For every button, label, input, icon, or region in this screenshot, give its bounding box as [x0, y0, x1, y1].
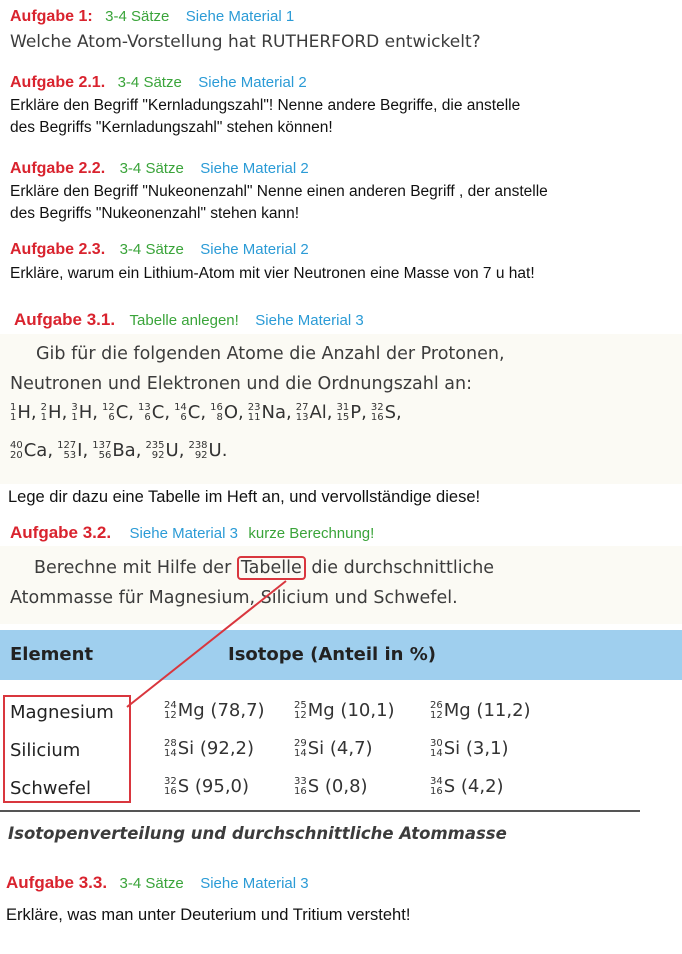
mass-number: 1 [10, 402, 17, 413]
isotope-share: (11,2) [470, 700, 531, 721]
isotope-share: (92,2) [194, 738, 255, 759]
nuclide: 27 13 Al, [295, 402, 333, 423]
element-symbol: U [208, 440, 222, 461]
atomic-number: 6 [108, 412, 115, 423]
element-symbol: Si [177, 738, 195, 759]
task-material: Siehe Material 3 [200, 875, 309, 892]
table-element-name: Schwefel [10, 778, 91, 799]
table-element-name: Magnesium [10, 702, 114, 723]
element-symbol: S [384, 402, 397, 423]
task-2-3-line1: Erkläre, warum ein Lithium-Atom mit vier Neutronen eine Masse von 7 u hat! [10, 265, 535, 282]
atomic-number: 8 [216, 412, 223, 423]
task-material: Siehe Material 1 [185, 8, 295, 25]
atomic-number: 12 [294, 710, 307, 721]
mass-number: 31 [336, 402, 350, 413]
element-symbol: O [223, 402, 239, 423]
isotope-share: (0,8) [319, 776, 368, 797]
mass-number: 137 [92, 440, 112, 451]
tabelle-highlight: Tabelle [237, 556, 306, 580]
task-2-2-line2: des Begriffs "Nukeonenzahl" stehen kann! [10, 205, 300, 222]
element-symbol: I [77, 440, 83, 461]
element-symbol: U [165, 440, 179, 461]
atomic-number: 20 [10, 450, 23, 461]
task-3-3-header [6, 873, 309, 893]
task-note: 3-4 Sätze [117, 74, 182, 91]
book-text: Berechne mit Hilfe der [34, 558, 232, 578]
atomic-number: 1 [40, 412, 48, 423]
mass-number: 30 [430, 738, 443, 749]
mass-number: 24 [164, 700, 177, 711]
mass-number: 28 [164, 738, 177, 749]
element-symbol: Ca [23, 440, 48, 461]
atomic-number: 16 [164, 786, 177, 797]
mass-number: 16 [210, 402, 223, 413]
mass-number: 27 [295, 402, 309, 413]
mass-number: 26 [430, 700, 443, 711]
mass-number: 12 [101, 402, 115, 413]
atomic-number: 56 [98, 450, 112, 461]
nuclide: 1 1 H, [10, 402, 37, 423]
task-note: 3-4 Sätze [119, 241, 184, 258]
task-3-1-after: Lege dir dazu eine Tabelle im Heft an, und vervollständige diese! [8, 488, 481, 506]
element-symbol: H [78, 402, 93, 423]
nuclide: 127 53 I, [57, 440, 89, 461]
nuclide: 16 8 O, [210, 402, 244, 423]
mass-number: 23 [247, 402, 261, 413]
isotope-share: (78,7) [204, 700, 265, 721]
nuclide: 14 6 C, [174, 402, 207, 423]
atomic-number: 14 [430, 748, 443, 759]
mass-number: 34 [430, 776, 443, 787]
task-3-1-book-line2: Neutronen und Elektronen und die Ordnungszahl an: [10, 374, 472, 394]
nuclide: 238 92 U. [188, 440, 228, 461]
element-symbol: Na [261, 402, 286, 423]
element-symbol: P [350, 402, 362, 423]
atomic-number: 12 [430, 710, 443, 721]
element-symbol: H [17, 402, 31, 423]
task-note: kurze Berechnung! [248, 525, 375, 542]
atomic-number: 16 [370, 412, 384, 423]
mass-number: 13 [138, 402, 151, 413]
task-label: Aufgabe 2.2. [10, 160, 106, 177]
task-2-1-line1: Erkläre den Begriff "Kernladungszahl"! Nenne andere Begriffe, die anstelle [10, 97, 521, 114]
isotope-share: (4,7) [324, 738, 373, 759]
task-1-question: Welche Atom-Vorstellung hat RUTHERFORD entwickelt? [10, 32, 481, 52]
element-symbol: Si [443, 738, 461, 759]
atomic-number: 16 [294, 786, 307, 797]
element-symbol: C [115, 402, 129, 423]
task-material: Siehe Material 2 [198, 74, 307, 91]
element-symbol: C [187, 402, 201, 423]
mass-number: 235 [145, 440, 165, 451]
mass-number: 3 [71, 402, 78, 413]
nuclide: 31 15 P, [336, 402, 367, 423]
atomic-number: 14 [294, 748, 307, 759]
mass-number: 33 [294, 776, 307, 787]
element-symbol: Ba [112, 440, 136, 461]
isotope-share: (3,1) [460, 738, 509, 759]
atomic-number: 92 [194, 450, 208, 461]
nuclide: 13 6 C, [138, 402, 171, 423]
task-note: 3-4 Sätze [105, 8, 170, 25]
mass-number: 32 [164, 776, 177, 787]
task-label: Aufgabe 3.3. [6, 873, 108, 892]
nuclide: 40 20 Ca, [10, 440, 54, 461]
mass-number: 32 [370, 402, 384, 413]
atomic-number: 6 [144, 412, 151, 423]
element-symbol: S [307, 776, 320, 797]
element-symbol: H [48, 402, 62, 423]
mass-number: 2 [40, 402, 48, 413]
mass-number: 40 [10, 440, 23, 451]
task-3-1-book-line1: Gib für die folgenden Atome die Anzahl der Protonen, [36, 344, 505, 364]
element-symbol: Mg [443, 700, 471, 721]
mass-number: 29 [294, 738, 307, 749]
task-note: Tabelle anlegen! [129, 312, 239, 329]
element-symbol: Al [309, 402, 327, 423]
task-label: Aufgabe 1: [10, 8, 93, 25]
nuclide: 3 1 H, [71, 402, 98, 423]
element-symbol: Mg [307, 700, 335, 721]
atomic-number: 16 [430, 786, 443, 797]
table-col-element: Element [10, 644, 94, 665]
nuclide: 2 1 H, [40, 402, 68, 423]
task-note: 3-4 Sätze [119, 875, 184, 892]
element-symbol: Mg [177, 700, 205, 721]
book-text: die durchschnittliche [311, 558, 495, 578]
table-caption: Isotopenverteilung und durchschnittliche Atommasse [8, 824, 507, 843]
atomic-number: 11 [247, 412, 261, 423]
atomic-number: 1 [71, 412, 78, 423]
mass-number: 127 [57, 440, 77, 451]
element-symbol: Si [307, 738, 325, 759]
atomic-number: 14 [164, 748, 177, 759]
atomic-number: 15 [336, 412, 350, 423]
isotope-share: (10,1) [334, 700, 395, 721]
element-symbol: S [443, 776, 456, 797]
atomic-number: 53 [63, 450, 77, 461]
nuclide: 137 56 Ba, [92, 440, 142, 461]
atomic-number: 1 [10, 412, 17, 423]
element-symbol: S [177, 776, 190, 797]
atomic-number: 6 [180, 412, 187, 423]
mass-number: 238 [188, 440, 208, 451]
atomic-number: 13 [295, 412, 309, 423]
table-element-name: Silicium [10, 740, 81, 761]
element-symbol: C [151, 402, 165, 423]
atomic-number: 92 [151, 450, 165, 461]
task-material: Siehe Material 2 [200, 160, 309, 177]
nuclide: 12 6 C, [101, 402, 135, 423]
isotope-share: (95,0) [189, 776, 250, 797]
mass-number: 25 [294, 700, 307, 711]
task-material: Siehe Material 2 [200, 241, 309, 258]
isotope-share: (4,2) [455, 776, 504, 797]
nuclide: 235 92 U, [145, 440, 185, 461]
nuclide: 23 11 Na, [247, 402, 292, 423]
task-2-1-line2: des Begriffs "Kernladungszahl" stehen können! [10, 119, 333, 136]
task-3-2-book-line2: Atommasse für Magnesium, Silicium und Schwefel. [10, 588, 458, 608]
task-note: 3-4 Sätze [119, 160, 184, 177]
task-2-2-line1: Erkläre den Begriff "Nukeonenzahl" Nenne einen anderen Begriff , der anstelle [10, 183, 548, 200]
task-material: Siehe Material 3 [129, 525, 238, 542]
task-label: Aufgabe 3.2. [10, 523, 112, 542]
atomic-number: 12 [164, 710, 177, 721]
task-label: Aufgabe 2.1. [10, 74, 106, 91]
task-label: Aufgabe 2.3. [10, 241, 106, 258]
table-col-isotope: Isotope (Anteil in %) [228, 644, 437, 665]
task-label: Aufgabe 3.1. [14, 310, 116, 329]
task-3-3-line1: Erkläre, was man unter Deuterium und Tritium versteht! [6, 906, 411, 924]
nuclide: 32 16 S, [370, 402, 402, 423]
task-material: Siehe Material 3 [255, 312, 364, 329]
mass-number: 14 [174, 402, 187, 413]
